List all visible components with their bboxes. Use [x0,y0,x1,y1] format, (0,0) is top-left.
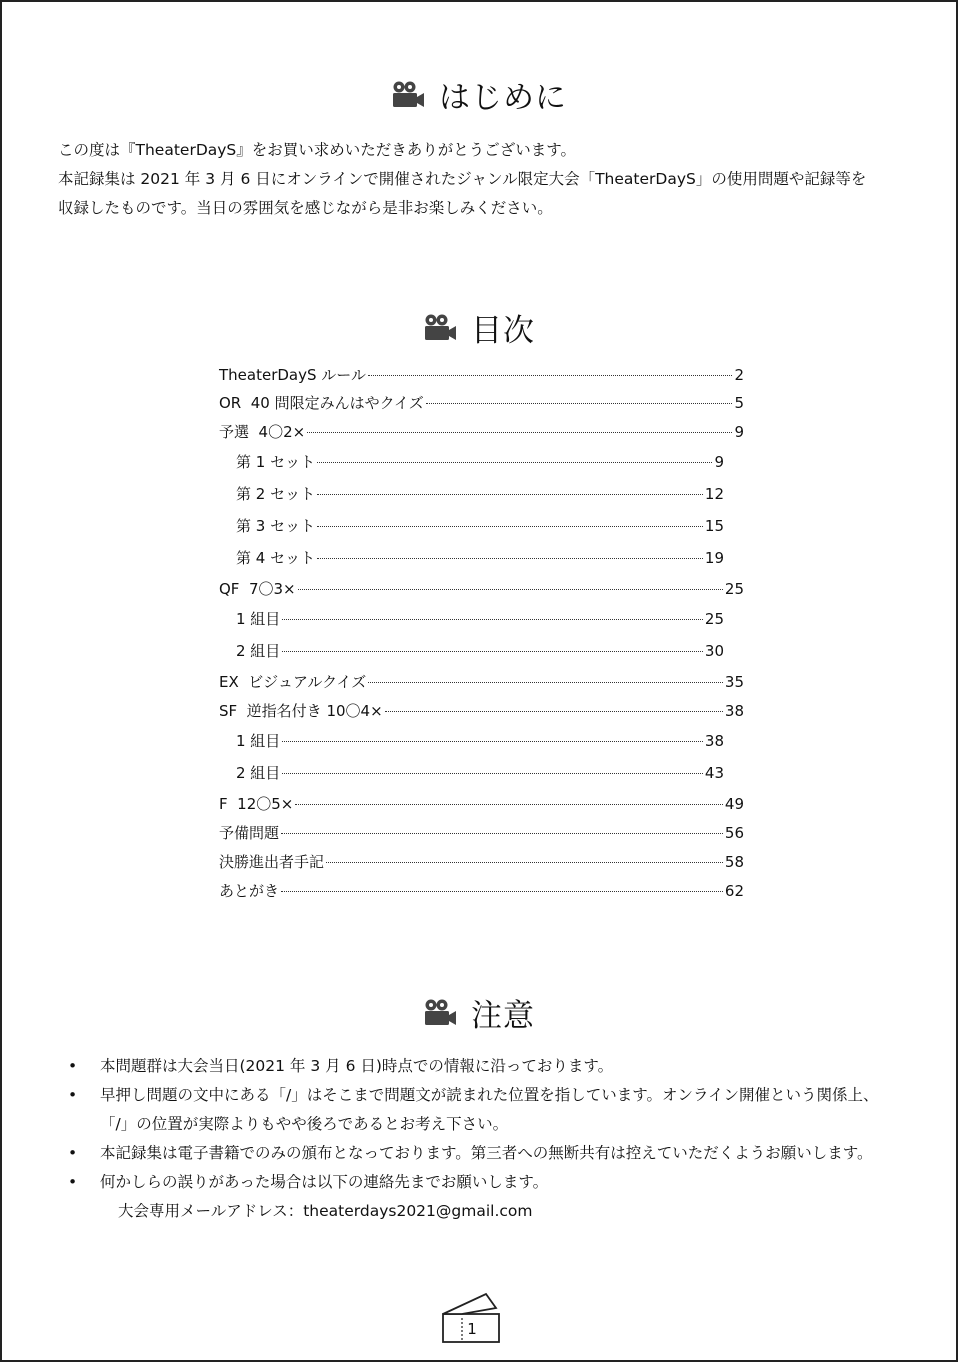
toc-leader-dots [298,589,723,590]
intro-title: はじめに [439,80,567,116]
toc-entry-page: 19 [704,549,724,567]
bullet: • [68,1086,78,1104]
toc-entry-page: 35 [724,673,744,691]
toc-entry-page: 12 [704,485,724,503]
toc-entry-label: 1 組目 [236,732,281,750]
movie-camera-icon [423,313,457,343]
toc-entry [219,793,744,817]
toc-entry-page: 56 [724,824,744,842]
page-number-box [442,1292,502,1348]
toc-entry-label: 決勝進出者手記 [219,853,325,871]
toc-entry [219,762,744,786]
toc-entry-label: F 12〇5× [219,795,294,813]
toc-entry-label: QF 7〇3× [219,580,296,598]
notice-item-continuation [64,1110,904,1139]
movie-camera-icon [391,80,425,110]
toc-entry-page: 2 [734,366,744,384]
toc-entry-label: 第 1 セット [236,453,316,471]
toc-entry-label: EX ビジュアルクイズ [219,673,367,691]
toc-entry [219,700,744,724]
toc-entry [219,483,744,507]
toc-entry [219,640,744,664]
toc-leader-dots [317,494,703,495]
bullet: • [68,1173,78,1191]
toc-leader-dots [368,682,723,683]
toc-entry-page: 9 [714,453,724,471]
intro-line: この度は『TheaterDayS』をお買い求めいただきありがとうございます。 [58,141,577,159]
bullet: • [68,1057,78,1075]
toc-entry-label: 第 2 セット [236,485,316,503]
toc-entry-page: 58 [724,853,744,871]
toc-title: 目次 [471,313,535,349]
notice-text: 「/」の位置が実際よりもやや後ろであるとお考え下さい。 [100,1115,509,1133]
toc-entry-label: 第 3 セット [236,517,316,535]
toc-leader-dots [281,891,723,892]
toc-entry [219,851,744,875]
toc-leader-dots [317,462,712,463]
toc-heading [2,305,956,350]
intro-line: 本記録集は 2021 年 3 月 6 日にオンラインで開催されたジャンル限定大会「TheaterDayS」の使用問題や記録等を [58,170,867,188]
intro-heading [2,72,956,117]
notice-title: 注意 [471,998,535,1034]
intro-line: 収録したものです。当日の雰囲気を感じながら是非お楽しみください。 [58,199,553,217]
toc-entry [219,421,744,445]
toc-leader-dots [426,403,732,404]
notice-item [64,1139,904,1168]
toc-entry-label: 2 組目 [236,642,281,660]
toc-entry [219,515,744,539]
toc-entry-page: 5 [734,394,744,412]
toc-entry [219,547,744,571]
toc-leader-dots [307,432,732,433]
toc-entry [219,880,744,904]
toc-entry-page: 38 [724,702,744,720]
toc-entry [219,822,744,846]
notice-item [64,1081,904,1110]
toc-leader-dots [385,711,723,712]
toc-entry-label: 1 組目 [236,610,281,628]
toc-entry-label: SF 逆指名付き 10〇4× [219,702,383,720]
toc-leader-dots [317,558,703,559]
toc-entry-label: 2 組目 [236,764,281,782]
toc-entry-page: 30 [704,642,724,660]
notice-text: 本問題群は大会当日(2021 年 3 月 6 日)時点での情報に沿っております。 [100,1057,614,1075]
notice-item [64,1052,904,1081]
notice-text: 早押し問題の文中にある「/」はそこまで問題文が読まれた位置を指しています。オンライン開催という関係上、 [100,1086,879,1104]
toc-entry-page: 15 [704,517,724,535]
toc-leader-dots [281,833,723,834]
intro-paragraph [58,136,918,223]
notice-text: 本記録集は電子書籍でのみの頒布となっております。第三者への無断共有は控えていただくようお願いします。 [100,1144,873,1162]
toc-entry-page: 43 [704,764,724,782]
toc-entry-page: 62 [724,882,744,900]
toc-entry-page: 49 [724,795,744,813]
toc-entry-page: 38 [704,732,724,750]
toc-entry-page: 9 [734,423,744,441]
toc-leader-dots [282,651,703,652]
toc-leader-dots [282,773,703,774]
bullet: • [68,1144,78,1162]
toc-entry [219,671,744,695]
toc-entry-page: 25 [724,580,744,598]
notice-list [64,1052,904,1226]
toc-entry [219,608,744,632]
toc-entry-page: 25 [704,610,724,628]
toc-entry [219,578,744,602]
toc-entry-label: あとがき [219,882,280,900]
toc-leader-dots [368,375,732,376]
notice-item [64,1168,904,1197]
toc-leader-dots [282,741,703,742]
toc-entry [219,730,744,754]
movie-camera-icon [423,998,457,1028]
toc-entry-label: 予備問題 [219,824,280,842]
toc-entry-label: TheaterDayS ルール [219,366,366,384]
toc-entry-label: 第 4 セット [236,549,316,567]
toc-entry-label: 予選 4〇2× [219,423,306,441]
toc-leader-dots [282,619,703,620]
toc-entry-label: OR 40 問限定みんはやクイズ [219,394,424,412]
toc-entry [219,392,744,416]
toc-entry [219,451,744,475]
toc-leader-dots [317,526,703,527]
notice-heading [2,990,956,1035]
toc-entry [219,364,744,388]
notice-text: 何かしらの誤りがあった場合は以下の連絡先までお願いします。 [100,1173,549,1191]
page-number: 1 [467,1320,477,1338]
toc-leader-dots [295,804,723,805]
toc-leader-dots [326,862,723,863]
contact-email: 大会専用メールアドレス：theaterdays2021@gmail.com [118,1202,533,1220]
